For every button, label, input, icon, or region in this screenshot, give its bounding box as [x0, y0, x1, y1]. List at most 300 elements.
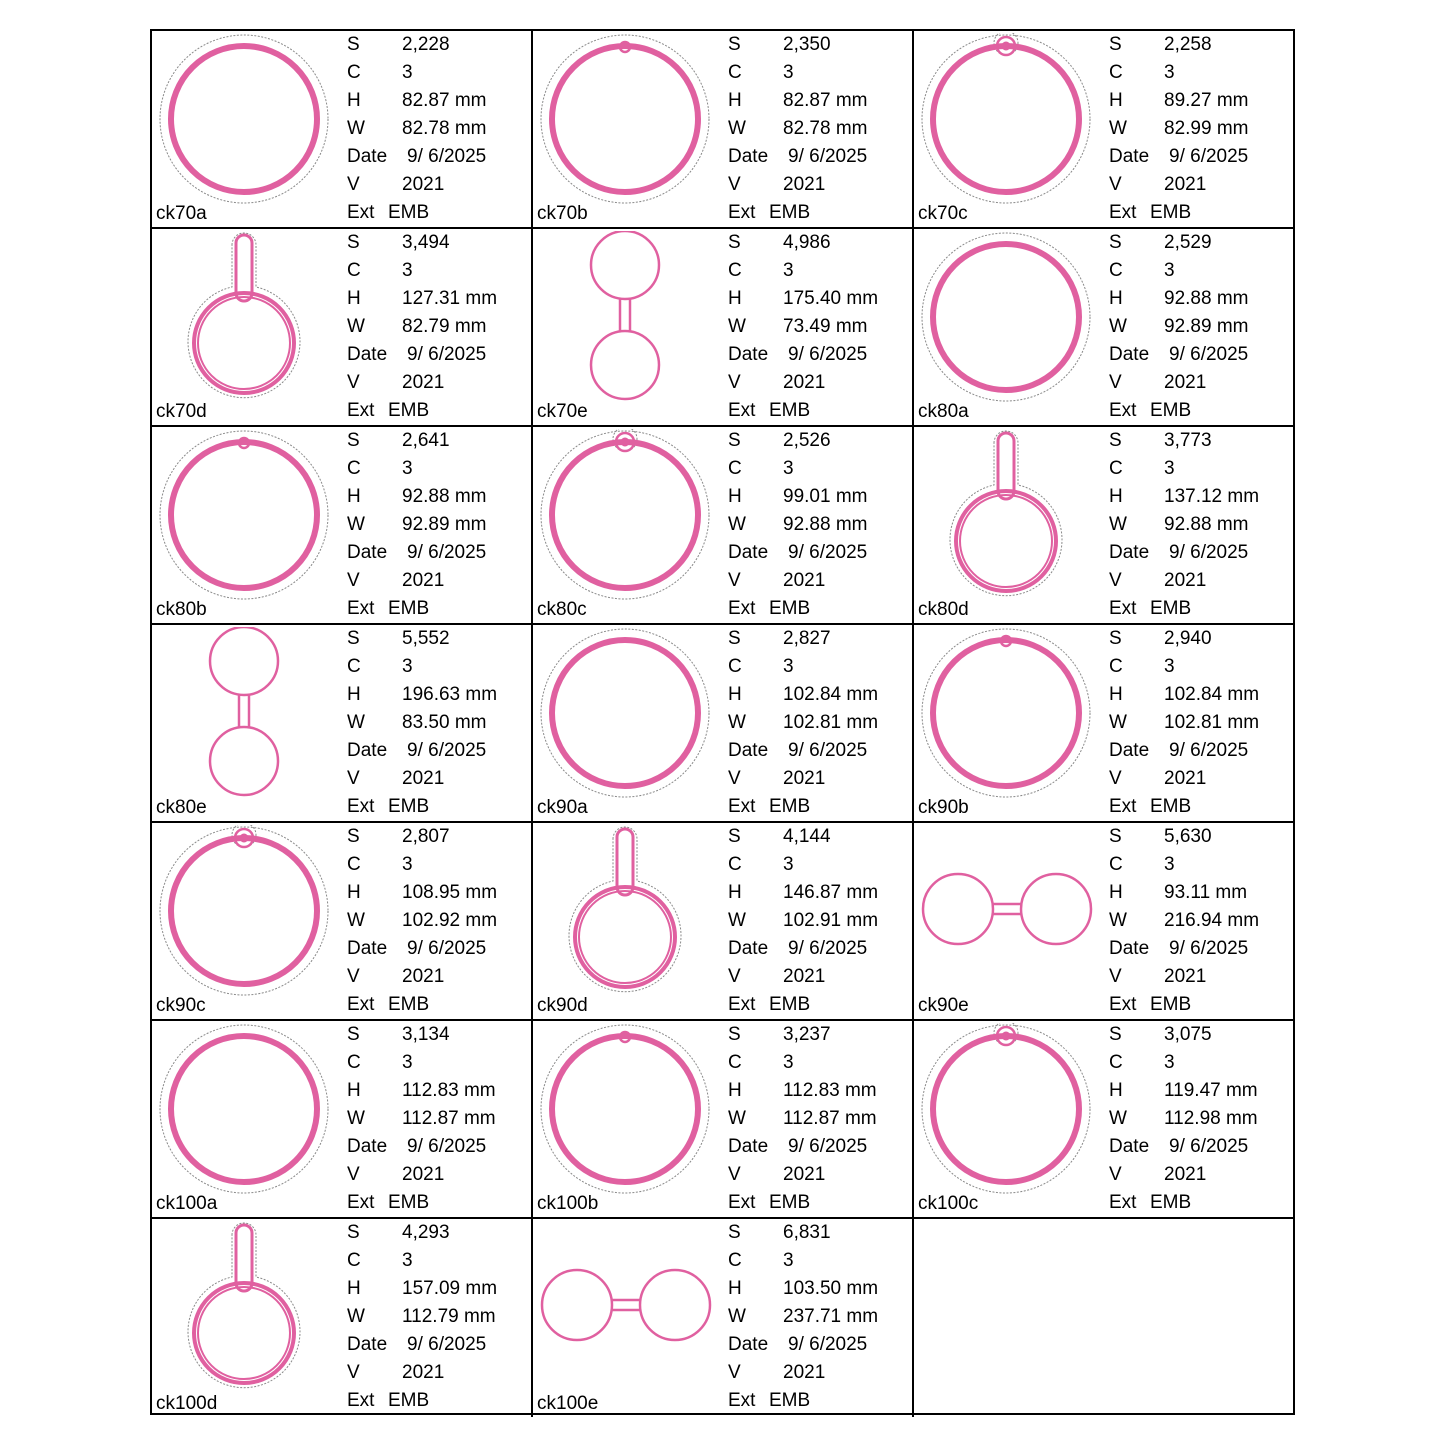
date-label: Date [728, 344, 769, 365]
stitch-count-value: 3,134 [402, 1024, 450, 1045]
design-cell[interactable] [533, 1219, 914, 1417]
height-value: 112.83 mm [402, 1080, 496, 1101]
width-label: W [347, 1108, 365, 1129]
width-value: 102.92 mm [402, 910, 498, 931]
stitch-count-label: S [1109, 1024, 1122, 1045]
version-value: 2021 [402, 966, 445, 987]
stitch-count-value: 2,827 [783, 628, 831, 649]
date-value: 9/ 6/2025 [407, 344, 487, 365]
height-value: 137.12 mm [1164, 486, 1260, 507]
extension-value: EMB [388, 400, 430, 421]
height-value: 93.11 mm [1164, 882, 1248, 903]
cut-line-outline [922, 35, 1090, 203]
design-thumbnail [156, 825, 340, 1001]
color-count-label: C [1109, 656, 1123, 677]
height-value: 196.63 mm [402, 684, 498, 705]
ring-outline [640, 1270, 710, 1340]
version-value: 2021 [783, 372, 826, 393]
color-count-value: 3 [783, 656, 794, 677]
extension-value: EMB [1150, 598, 1192, 619]
height-value: 157.09 mm [402, 1278, 498, 1299]
design-cell[interactable] [914, 1021, 1295, 1219]
width-label: W [347, 118, 365, 139]
stitch-count-value: 2,641 [402, 430, 450, 451]
extension-label: Ext [347, 598, 375, 619]
design-name: ck90b [918, 797, 969, 818]
extension-value: EMB [388, 796, 430, 817]
stitch-count-value: 2,526 [783, 430, 831, 451]
version-value: 2021 [402, 174, 445, 195]
cut-line-outline [160, 827, 328, 995]
design-cell[interactable] [152, 31, 533, 229]
design-cell[interactable] [533, 427, 914, 625]
cut-line-outline [922, 233, 1090, 401]
date-label: Date [347, 1136, 388, 1157]
stitch-count-label: S [347, 1024, 360, 1045]
design-thumbnail [537, 33, 721, 209]
color-count-value: 3 [783, 458, 794, 479]
height-value: 92.88 mm [1164, 288, 1249, 309]
design-name: ck90a [537, 797, 588, 818]
ring-outline [575, 887, 675, 987]
color-count-label: C [347, 656, 361, 677]
height-label: H [728, 1080, 742, 1101]
version-label: V [728, 768, 741, 789]
extension-value: EMB [769, 598, 811, 619]
version-label: V [347, 372, 360, 393]
extension-value: EMB [769, 202, 811, 223]
extension-value: EMB [769, 1192, 811, 1213]
design-thumbnail [918, 1023, 1102, 1199]
ring-outline [194, 293, 294, 393]
ring-outline [542, 1270, 612, 1340]
cut-line-outline [160, 431, 328, 599]
height-value: 112.83 mm [783, 1080, 877, 1101]
height-value: 119.47 mm [1164, 1080, 1258, 1101]
extension-label: Ext [1109, 400, 1137, 421]
width-label: W [1109, 118, 1127, 139]
extension-label: Ext [347, 1192, 375, 1213]
design-name: ck70d [156, 401, 207, 422]
color-count-value: 3 [402, 854, 413, 875]
date-value: 9/ 6/2025 [1169, 146, 1249, 167]
stitch-count-label: S [728, 826, 741, 847]
cut-line-outline [922, 1025, 1090, 1193]
cut-line-outline [160, 1025, 328, 1193]
version-value: 2021 [783, 1164, 826, 1185]
date-label: Date [347, 542, 388, 563]
design-cell[interactable] [152, 1021, 533, 1219]
stitch-count-value: 4,144 [783, 826, 831, 847]
color-count-value: 3 [1164, 1052, 1175, 1073]
color-count-value: 3 [783, 854, 794, 875]
width-value: 73.49 mm [783, 316, 868, 337]
date-label: Date [1109, 740, 1150, 761]
version-label: V [347, 1164, 360, 1185]
extension-value: EMB [388, 598, 430, 619]
version-value: 2021 [402, 570, 445, 591]
color-count-label: C [1109, 260, 1123, 281]
date-label: Date [728, 938, 769, 959]
date-label: Date [1109, 938, 1150, 959]
extension-value: EMB [388, 1390, 430, 1411]
width-value: 82.78 mm [783, 118, 868, 139]
color-count-value: 3 [783, 1250, 794, 1271]
design-thumbnail [156, 1023, 340, 1199]
height-value: 102.84 mm [1164, 684, 1260, 705]
width-value: 82.79 mm [402, 316, 487, 337]
color-count-value: 3 [1164, 458, 1175, 479]
ring-outline [933, 244, 1079, 390]
extension-label: Ext [728, 202, 756, 223]
ring-outline [194, 1283, 294, 1383]
version-value: 2021 [783, 570, 826, 591]
design-name: ck90c [156, 995, 206, 1016]
date-value: 9/ 6/2025 [407, 542, 487, 563]
date-value: 9/ 6/2025 [1169, 740, 1249, 761]
extension-label: Ext [1109, 994, 1137, 1015]
version-label: V [728, 1164, 741, 1185]
date-value: 9/ 6/2025 [407, 1334, 487, 1355]
width-label: W [347, 316, 365, 337]
extension-value: EMB [1150, 202, 1192, 223]
stitch-count-label: S [728, 232, 741, 253]
stitch-count-label: S [347, 1222, 360, 1243]
ring-outline [933, 1036, 1079, 1182]
stitch-count-value: 5,630 [1164, 826, 1212, 847]
design-thumbnail [918, 429, 1102, 605]
stitch-count-label: S [1109, 430, 1122, 451]
width-label: W [347, 712, 365, 733]
color-count-label: C [728, 458, 742, 479]
extension-label: Ext [728, 400, 756, 421]
height-label: H [1109, 882, 1123, 903]
design-cell[interactable] [152, 625, 533, 823]
date-label: Date [728, 1136, 769, 1157]
extension-label: Ext [1109, 598, 1137, 619]
height-label: H [728, 486, 742, 507]
extension-label: Ext [347, 202, 375, 223]
design-name: ck100c [918, 1193, 979, 1214]
extension-value: EMB [388, 202, 430, 223]
design-cell[interactable] [533, 625, 914, 823]
inner-ring [198, 1287, 290, 1379]
extension-value: EMB [1150, 994, 1192, 1015]
color-count-value: 3 [402, 458, 413, 479]
version-value: 2021 [402, 1362, 445, 1383]
stitch-count-label: S [347, 628, 360, 649]
date-value: 9/ 6/2025 [1169, 344, 1249, 365]
width-label: W [347, 514, 365, 535]
height-label: H [728, 882, 742, 903]
design-cell[interactable] [152, 229, 533, 427]
date-value: 9/ 6/2025 [407, 938, 487, 959]
ring-outline [171, 1036, 317, 1182]
design-name: ck100e [537, 1393, 599, 1414]
date-label: Date [1109, 146, 1150, 167]
version-value: 2021 [1164, 966, 1207, 987]
stitch-count-value: 3,075 [1164, 1024, 1212, 1045]
design-cell[interactable] [152, 427, 533, 625]
height-value: 82.87 mm [783, 90, 868, 111]
version-label: V [1109, 174, 1122, 195]
width-label: W [728, 514, 746, 535]
color-count-value: 3 [402, 62, 413, 83]
version-label: V [728, 570, 741, 591]
stitch-count-value: 4,293 [402, 1222, 450, 1243]
design-thumbnail [918, 33, 1102, 209]
date-label: Date [347, 1334, 388, 1355]
design-name: ck80a [918, 401, 969, 422]
stitch-count-value: 5,552 [402, 628, 450, 649]
design-thumbnail [537, 1221, 721, 1397]
height-label: H [1109, 486, 1123, 507]
color-count-label: C [1109, 458, 1123, 479]
extension-label: Ext [1109, 1192, 1137, 1213]
color-count-label: C [728, 1250, 742, 1271]
design-cell[interactable] [533, 823, 914, 1021]
width-value: 92.88 mm [1164, 514, 1249, 535]
stitch-count-label: S [728, 430, 741, 451]
stitch-count-value: 4,986 [783, 232, 831, 253]
stitch-count-label: S [1109, 826, 1122, 847]
stitch-count-value: 2,529 [1164, 232, 1212, 253]
height-value: 127.31 mm [402, 288, 498, 309]
design-cell[interactable] [533, 1021, 914, 1219]
width-value: 82.99 mm [1164, 118, 1249, 139]
version-label: V [728, 372, 741, 393]
extension-label: Ext [728, 994, 756, 1015]
width-label: W [1109, 910, 1127, 931]
color-count-label: C [728, 1052, 742, 1073]
height-value: 175.40 mm [783, 288, 879, 309]
stitch-count-label: S [1109, 232, 1122, 253]
width-label: W [1109, 1108, 1127, 1129]
stitch-count-value: 2,228 [402, 34, 450, 55]
width-label: W [1109, 316, 1127, 337]
height-label: H [1109, 288, 1123, 309]
color-count-value: 3 [402, 656, 413, 677]
stitch-count-label: S [728, 1222, 741, 1243]
design-thumbnail [537, 429, 721, 605]
width-label: W [728, 316, 746, 337]
date-value: 9/ 6/2025 [1169, 542, 1249, 563]
width-value: 83.50 mm [402, 712, 487, 733]
design-cell[interactable] [914, 31, 1295, 229]
design-name: ck70a [156, 203, 207, 224]
height-label: H [347, 684, 361, 705]
stitch-count-label: S [728, 1024, 741, 1045]
height-value: 92.88 mm [402, 486, 487, 507]
version-value: 2021 [1164, 768, 1207, 789]
design-cell[interactable] [152, 1219, 533, 1417]
date-label: Date [1109, 542, 1150, 563]
design-cell[interactable] [914, 229, 1295, 427]
version-value: 2021 [1164, 1164, 1207, 1185]
date-label: Date [1109, 344, 1150, 365]
color-count-label: C [728, 656, 742, 677]
extension-value: EMB [769, 1390, 811, 1411]
date-value: 9/ 6/2025 [1169, 1136, 1249, 1157]
color-count-value: 3 [1164, 854, 1175, 875]
design-name: ck80c [537, 599, 587, 620]
design-thumbnail [156, 1221, 340, 1397]
design-cell[interactable] [152, 823, 533, 1021]
color-count-label: C [1109, 1052, 1123, 1073]
height-value: 108.95 mm [402, 882, 498, 903]
extension-label: Ext [728, 598, 756, 619]
extension-value: EMB [388, 994, 430, 1015]
height-value: 146.87 mm [783, 882, 879, 903]
stitch-count-value: 6,831 [783, 1222, 831, 1243]
stitch-count-label: S [347, 232, 360, 253]
width-label: W [728, 1108, 746, 1129]
extension-label: Ext [728, 1390, 756, 1411]
ring-outline [171, 838, 317, 984]
stitch-count-label: S [347, 430, 360, 451]
height-value: 103.50 mm [783, 1278, 879, 1299]
date-label: Date [347, 146, 388, 167]
ring-outline [171, 442, 317, 588]
design-name: ck70b [537, 203, 588, 224]
cut-line-outline [160, 35, 328, 203]
width-label: W [728, 712, 746, 733]
extension-label: Ext [347, 1390, 375, 1411]
width-value: 102.81 mm [783, 712, 879, 733]
extension-value: EMB [1150, 1192, 1192, 1213]
design-cell[interactable] [914, 823, 1295, 1021]
ring-outline [171, 46, 317, 192]
ring-outline [591, 231, 659, 299]
color-count-label: C [728, 62, 742, 83]
width-value: 92.88 mm [783, 514, 868, 535]
height-label: H [728, 90, 742, 111]
design-cell[interactable] [914, 427, 1295, 625]
width-value: 112.98 mm [1164, 1108, 1258, 1129]
height-label: H [347, 1080, 361, 1101]
extension-label: Ext [347, 796, 375, 817]
version-label: V [347, 768, 360, 789]
ring-outline [210, 627, 278, 695]
width-value: 112.79 mm [402, 1306, 496, 1327]
color-count-label: C [347, 1052, 361, 1073]
width-label: W [347, 1306, 365, 1327]
width-label: W [728, 910, 746, 931]
design-cell[interactable] [533, 31, 914, 229]
color-count-value: 3 [1164, 260, 1175, 281]
date-label: Date [728, 1334, 769, 1355]
extension-label: Ext [728, 796, 756, 817]
date-value: 9/ 6/2025 [1169, 938, 1249, 959]
design-name: ck100b [537, 1193, 599, 1214]
stitch-count-label: S [347, 826, 360, 847]
design-thumbnail [537, 231, 721, 407]
stitch-count-label: S [347, 34, 360, 55]
version-label: V [1109, 966, 1122, 987]
cut-line-outline [541, 1025, 709, 1193]
color-count-label: C [1109, 854, 1123, 875]
date-label: Date [347, 938, 388, 959]
ring-outline [933, 46, 1079, 192]
extension-value: EMB [769, 400, 811, 421]
extension-value: EMB [1150, 400, 1192, 421]
stitch-count-value: 2,807 [402, 826, 450, 847]
ring-outline [591, 331, 659, 399]
design-thumbnail [537, 627, 721, 803]
date-label: Date [728, 740, 769, 761]
stitch-count-value: 3,494 [402, 232, 450, 253]
extension-value: EMB [1150, 796, 1192, 817]
version-label: V [728, 174, 741, 195]
color-count-label: C [728, 260, 742, 281]
height-label: H [1109, 90, 1123, 111]
ring-outline [552, 46, 698, 192]
width-value: 102.81 mm [1164, 712, 1260, 733]
extension-label: Ext [728, 1192, 756, 1213]
height-label: H [1109, 1080, 1123, 1101]
width-value: 92.89 mm [1164, 316, 1249, 337]
height-label: H [347, 1278, 361, 1299]
version-label: V [1109, 1164, 1122, 1185]
extension-value: EMB [388, 1192, 430, 1213]
height-label: H [347, 882, 361, 903]
version-label: V [347, 966, 360, 987]
version-value: 2021 [1164, 372, 1207, 393]
design-name: ck100d [156, 1393, 218, 1414]
ring-outline [210, 727, 278, 795]
height-label: H [728, 288, 742, 309]
stitch-count-label: S [728, 34, 741, 55]
cut-line-outline [922, 629, 1090, 797]
extension-label: Ext [1109, 202, 1137, 223]
color-count-value: 3 [1164, 62, 1175, 83]
design-thumbnail [156, 33, 340, 209]
version-value: 2021 [402, 768, 445, 789]
version-value: 2021 [402, 372, 445, 393]
ring-outline [552, 1036, 698, 1182]
date-label: Date [728, 542, 769, 563]
date-value: 9/ 6/2025 [407, 1136, 487, 1157]
height-value: 82.87 mm [402, 90, 487, 111]
width-value: 102.91 mm [783, 910, 879, 931]
color-count-value: 3 [402, 260, 413, 281]
design-name: ck100a [156, 1193, 218, 1214]
version-label: V [728, 966, 741, 987]
height-label: H [728, 684, 742, 705]
stitch-count-value: 2,940 [1164, 628, 1212, 649]
design-name: ck80d [918, 599, 969, 620]
version-value: 2021 [783, 174, 826, 195]
height-label: H [347, 288, 361, 309]
date-value: 9/ 6/2025 [788, 740, 868, 761]
height-label: H [347, 486, 361, 507]
stitch-count-value: 2,258 [1164, 34, 1212, 55]
stitch-count-label: S [1109, 628, 1122, 649]
design-thumbnail [918, 627, 1102, 803]
color-count-label: C [1109, 62, 1123, 83]
ring-outline [923, 874, 993, 944]
version-value: 2021 [783, 1362, 826, 1383]
design-cell[interactable] [914, 625, 1295, 823]
design-name: ck80b [156, 599, 207, 620]
date-label: Date [347, 740, 388, 761]
design-cell[interactable] [533, 229, 914, 427]
extension-label: Ext [347, 400, 375, 421]
date-value: 9/ 6/2025 [788, 542, 868, 563]
date-value: 9/ 6/2025 [407, 740, 487, 761]
height-value: 102.84 mm [783, 684, 879, 705]
version-label: V [1109, 570, 1122, 591]
